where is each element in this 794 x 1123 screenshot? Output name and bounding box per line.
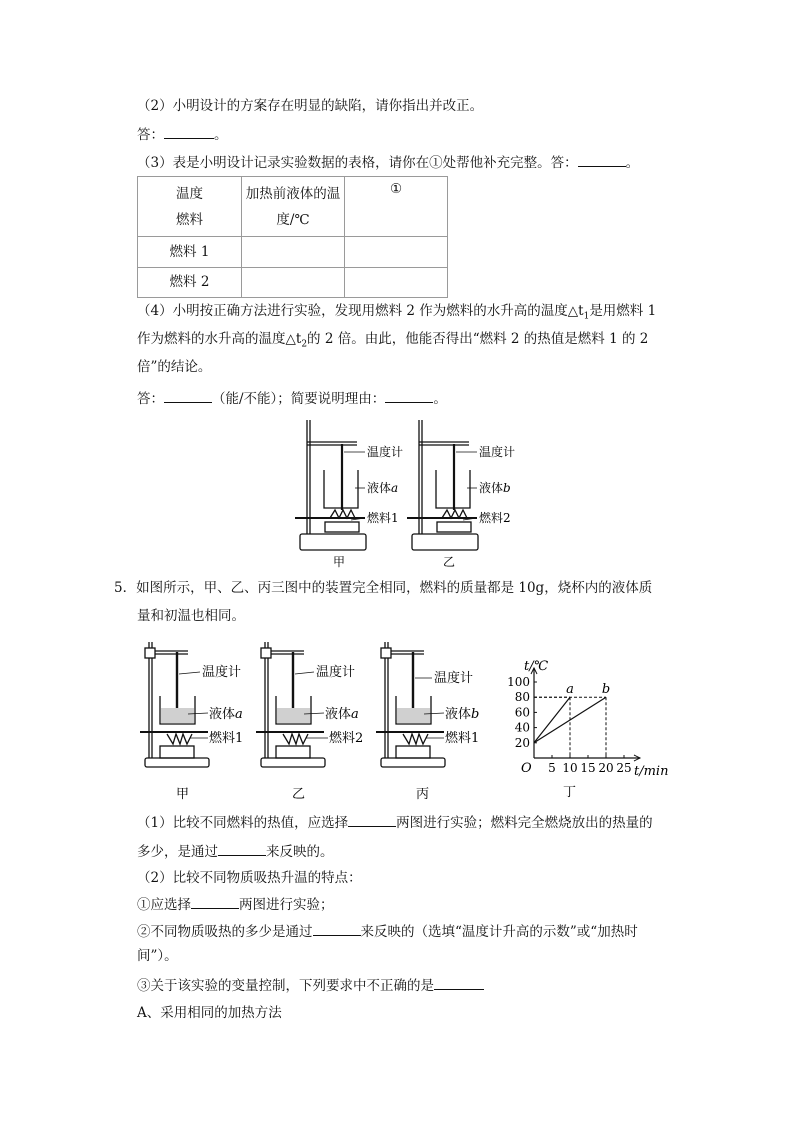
label-fuel2: 燃料2 bbox=[479, 511, 511, 525]
answer-blank[interactable] bbox=[313, 921, 361, 936]
x-tick-label: 15 bbox=[580, 761, 596, 775]
label-fuel1: 燃料1 bbox=[367, 511, 399, 525]
q5-sub1-line1: （1）比较不同燃料的热值，应选择 两图进行实验；燃料完全燃烧放出的热量的 bbox=[137, 812, 653, 833]
q5-sub2-2-cont: 间”）。 bbox=[137, 948, 178, 964]
label-thermometer: 温度计 bbox=[434, 671, 474, 686]
q4-part4-line1: （4）小明按正确方法进行实验，发现用燃料 2 作为燃料的水升高的温度$\triangle t_1$是用燃料 1 bbox=[137, 303, 657, 322]
label-thermometer: 温度计 bbox=[202, 665, 242, 680]
q5-temperature-chart bbox=[506, 648, 686, 800]
x-axis-label: t/min bbox=[634, 764, 669, 779]
q5-intro-line2: 量和初温也相同。 bbox=[137, 608, 245, 624]
table-cell-fuel1: 燃料 1 bbox=[138, 237, 242, 268]
y-tick-label: 80 bbox=[514, 690, 530, 705]
label-fuel2: 燃料2 bbox=[329, 731, 364, 746]
label-liquid-a: 液体a bbox=[209, 707, 243, 722]
q4-part4-line3: 倍”的结论。 bbox=[137, 359, 212, 375]
table-cell[interactable] bbox=[242, 237, 345, 268]
y-tick-label: 40 bbox=[514, 720, 530, 735]
apparatus-jia bbox=[140, 642, 209, 767]
answer-blank[interactable] bbox=[434, 975, 484, 990]
answer-blank[interactable] bbox=[578, 152, 626, 167]
x-tick-label: 25 bbox=[616, 761, 632, 775]
x-tick-label: 10 bbox=[562, 761, 578, 775]
label-thermometer: 温度计 bbox=[479, 445, 516, 459]
q5-sub2-text: （2）比较不同物质吸热升温的特点： bbox=[137, 870, 362, 886]
series-label-a: a bbox=[566, 682, 574, 698]
y-tick-label: 60 bbox=[514, 705, 530, 720]
label-fuel1: 燃料1 bbox=[209, 731, 244, 746]
table-header-initial-temp: 加热前液体的温 度/℃ bbox=[242, 177, 345, 237]
answer-blank[interactable] bbox=[164, 124, 214, 139]
label-fuel1: 燃料1 bbox=[445, 731, 480, 746]
q5-option-a: A、采用相同的加热方法 bbox=[137, 1005, 282, 1021]
q4-part4-answer: 答： （能/不能）；简要说明理由： 。 bbox=[137, 388, 447, 409]
answer-blank[interactable] bbox=[191, 894, 239, 909]
apparatus-jia bbox=[295, 420, 366, 550]
label-liquid-b: 液体b bbox=[479, 481, 511, 495]
label-liquid-b: 液体b bbox=[445, 707, 480, 722]
q5-sub2-2: ②不同物质吸热的多少是通过 来反映的（选填“温度计升高的示数”或“加热时 bbox=[137, 921, 638, 942]
q5-sub1-line2: 多少，是通过 来反映的。 bbox=[137, 841, 334, 862]
answer-blank[interactable] bbox=[385, 388, 433, 403]
q4-part3-text: （3）表是小明设计记录实验数据的表格，请你在①处帮他补充完整。答： 。 bbox=[137, 152, 639, 173]
label-liquid-a: 液体a bbox=[367, 481, 399, 495]
series-line-a bbox=[534, 697, 570, 743]
q4-part4-line2: 作为燃料的水升高的温度$\triangle t_2$的 2 倍。由此，他能否得出“燃料 2 的热值是燃料 1 的 2 bbox=[137, 331, 649, 350]
answer-blank[interactable] bbox=[218, 841, 266, 856]
origin-label: O bbox=[521, 761, 532, 776]
table-header-blank-1[interactable]: ① bbox=[345, 177, 448, 237]
apparatus-bing bbox=[376, 642, 445, 767]
q4-part2-answer: 答： 。 bbox=[137, 124, 228, 145]
y-tick-label: 100 bbox=[507, 675, 530, 689]
y-tick-label: 20 bbox=[514, 735, 530, 750]
caption-bing: 丙 bbox=[416, 787, 430, 802]
answer-blank[interactable] bbox=[348, 812, 396, 827]
caption-yi: 乙 bbox=[443, 555, 456, 569]
q5-sub2-3: ③关于该实验的变量控制，下列要求中不正确的是 bbox=[137, 975, 484, 996]
y-axis-label: t/℃ bbox=[524, 659, 549, 674]
table-cell[interactable] bbox=[242, 268, 345, 298]
q4-part2-text: （2）小明设计的方案存在明显的缺陷，请你指出并改正。 bbox=[137, 98, 484, 114]
q4-apparatus-figure bbox=[295, 412, 535, 570]
record-table bbox=[137, 176, 448, 298]
caption-jia: 甲 bbox=[176, 787, 190, 802]
table-header-temp-fuel: 温度 燃料 bbox=[138, 177, 242, 237]
x-tick-label: 5 bbox=[548, 761, 556, 775]
label-thermometer: 温度计 bbox=[367, 445, 404, 459]
q5-sub2-1: ①应选择 两图进行实验； bbox=[137, 894, 334, 915]
caption-jia: 甲 bbox=[333, 555, 346, 569]
table-cell-fuel2: 燃料 2 bbox=[138, 268, 242, 298]
table-cell[interactable] bbox=[345, 237, 448, 268]
answer-blank[interactable] bbox=[164, 388, 212, 403]
label-thermometer: 温度计 bbox=[316, 665, 356, 680]
label-liquid-a: 液体a bbox=[325, 707, 359, 722]
series-label-b: b bbox=[601, 682, 611, 698]
table-cell[interactable] bbox=[345, 268, 448, 298]
caption-yi: 乙 bbox=[292, 787, 306, 802]
q5-apparatus-figures bbox=[140, 634, 510, 804]
caption-ding: 丁 bbox=[563, 785, 577, 800]
q5-intro-line1: 5．如图所示，甲、乙、丙三图中的装置完全相同，燃料的质量都是 10g，烧杯内的液体质 bbox=[114, 580, 653, 596]
apparatus-yi bbox=[407, 420, 478, 550]
apparatus-yi bbox=[256, 642, 325, 767]
x-tick-label: 20 bbox=[598, 761, 614, 775]
